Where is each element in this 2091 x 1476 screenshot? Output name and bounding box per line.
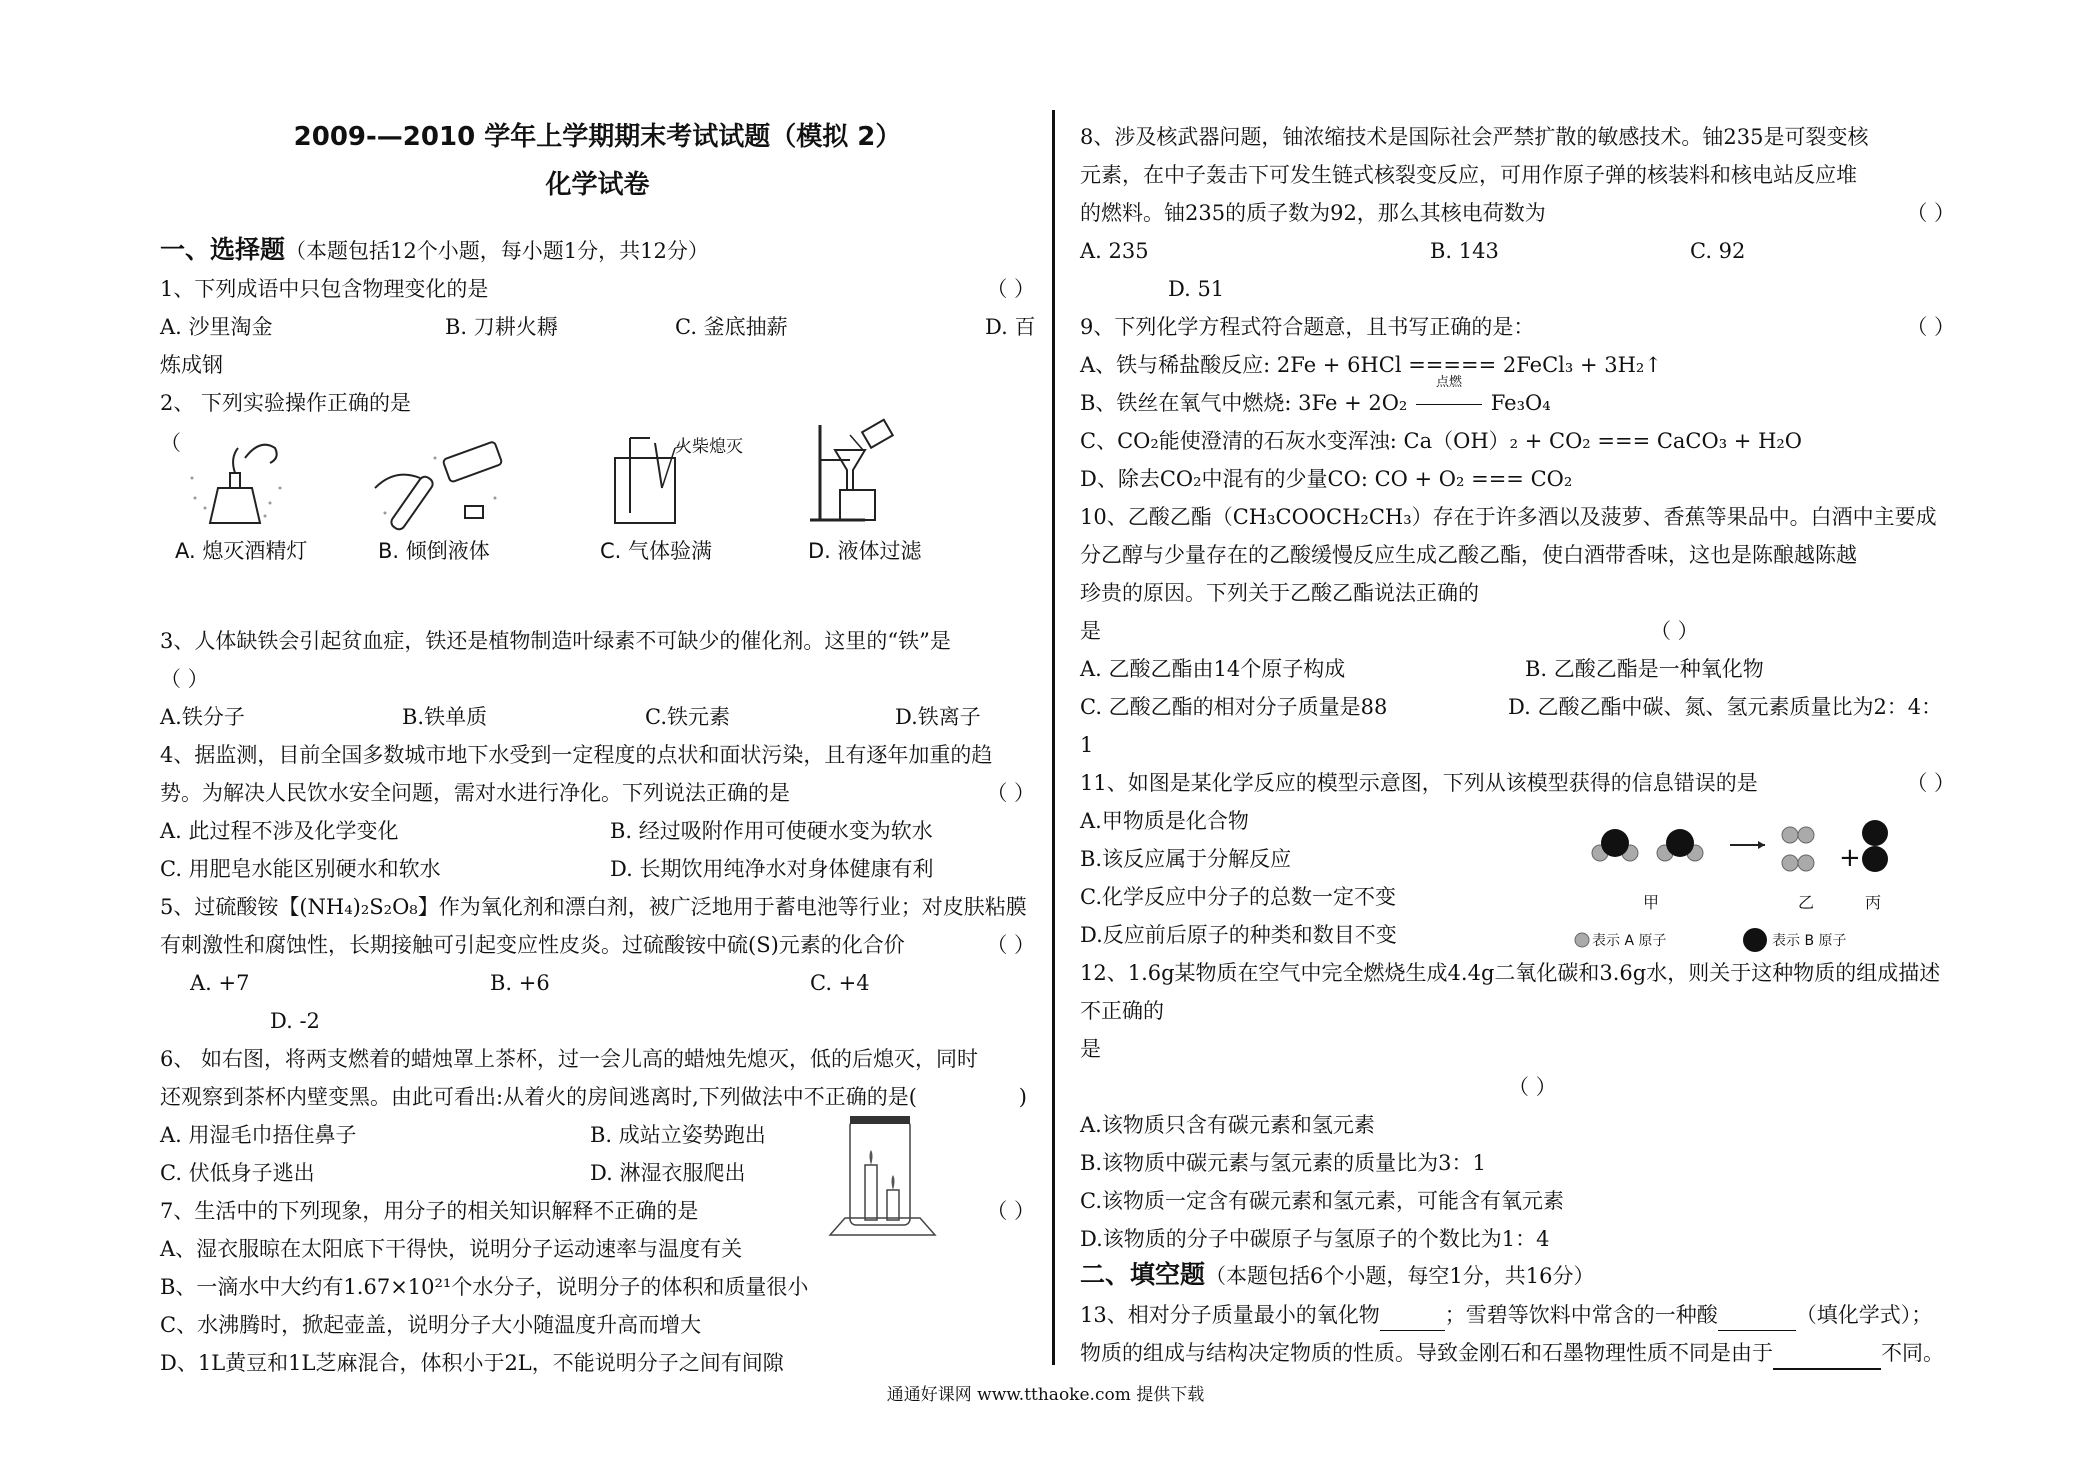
q10-line-1: 10、乙酸乙酯（CH₃COOCH₂CH₃）存在于许多酒以及菠萝、香蕉等果品中。白酒中主要成: [1080, 505, 1937, 529]
q2-option-b: B. 倾倒液体: [378, 539, 490, 563]
section-2-desc: （本题包括6个小题，每空1分，共16分）: [1205, 1264, 1595, 1288]
q13-blank-3[interactable]: [1773, 1338, 1881, 1370]
q13-line-2: 物质的组成与结构决定物质的性质。导致金刚石和石墨物理性质不同是由于 不同。: [1080, 1338, 1955, 1370]
q7-option-b: B、一滴水中大约有1.67×10²¹个水分子，说明分子的体积和质量很小: [160, 1275, 809, 1299]
q13-blank-1[interactable]: [1380, 1300, 1445, 1331]
q1-option-b: B. 刀耕火耨: [445, 315, 558, 339]
q12-option-c: C.该物质一定含有碳元素和氢元素，可能含有氧元素: [1080, 1189, 1564, 1213]
q3-stem: 3、人体缺铁会引起贫血症，铁还是植物制造叶绿素不可缺少的催化剂。这里的“铁”是: [160, 629, 951, 653]
q1-option-a: A. 沙里淘金: [160, 315, 273, 339]
q7-option-a: A、湿衣服晾在太阳底下干得快，说明分子运动速率与温度有关: [160, 1237, 743, 1261]
q6-option-a: A. 用湿毛巾捂住鼻子: [160, 1123, 357, 1147]
q8-option-a: A. 235: [1080, 239, 1149, 263]
q3-option-b: B.铁单质: [402, 705, 488, 729]
answer-paren: （ ）: [1906, 315, 1955, 339]
q5-option-b: B. +6: [490, 971, 550, 995]
alcohol-lamp-figure: [180, 428, 290, 528]
q6-line-2: 还观察到茶杯内壁变黑。由此可看出:从着火的房间逃离时,下列做法中不正确的是( ): [160, 1082, 1035, 1112]
section-1-name: 一、选择题: [160, 235, 286, 264]
q11-option-b: B.该反应属于分解反应: [1080, 847, 1292, 871]
q9-option-b: B、铁丝在氧气中燃烧: 3Fe + 2O₂ 点燃 Fe₃O₄: [1080, 388, 1955, 418]
atom-a-legend-icon: [1575, 933, 1589, 947]
q13-line-1: 13、相对分子质量最小的氧化物 ；雪碧等饮料中常含的一种酸 （填化学式）；: [1080, 1300, 1955, 1331]
q12-line-3: 是: [1080, 1037, 1101, 1061]
q7-option-c: C、水沸腾时，掀起壶盖，说明分子大小随温度升高而增大: [160, 1313, 702, 1337]
q10-line-3: 珍贵的原因。下列关于乙酸乙酯说法正确的: [1080, 581, 1479, 605]
section-1-heading: [160, 235, 1035, 266]
q3-option-c: C.铁元素: [645, 705, 730, 729]
q4-option-c: C. 用肥皂水能区别硬水和软水: [160, 857, 441, 881]
fig-label-jia: 甲: [1643, 893, 1660, 912]
section-2-name: 二、填空题: [1080, 1260, 1206, 1289]
column-divider: [1052, 110, 1055, 1365]
q12-paren: （ ）: [1508, 1075, 1557, 1099]
q9-reaction-arrow: [1414, 375, 1484, 418]
answer-paren: （ ）: [1906, 201, 1955, 225]
q13-blank-2[interactable]: [1718, 1300, 1796, 1331]
pouring-liquid-figure: [365, 428, 515, 528]
q1-option-c: C. 釜底抽薪: [675, 315, 788, 339]
q3-option-d: D.铁离子: [895, 705, 981, 729]
q12-line-1: 12、1.6g某物质在空气中完全燃烧生成4.4g二氧化碳和3.6g水，则关于这种物质的组成描述: [1080, 961, 1941, 985]
q4-option-b: B. 经过吸附作用可使硬水变为软水: [610, 819, 933, 843]
q12-option-a: A.该物质只含有碳元素和氢元素: [1080, 1113, 1375, 1137]
answer-paren: （ ）: [986, 277, 1035, 301]
q4-option-d: D. 长期饮用纯净水对身体健康有利: [610, 857, 934, 881]
q2-option-d: D. 液体过滤: [808, 539, 922, 563]
q9-stem: 9、下列化学方程式符合题意，且书写正确的是： （ ）: [1080, 312, 1955, 342]
q9-condition: 点燃: [1436, 375, 1463, 390]
q4-option-a: A. 此过程不涉及化学变化: [160, 819, 399, 843]
q10-option-d: D. 乙酸乙酯中碳、氮、氢元素质量比为2：4：: [1508, 695, 1943, 719]
filtration-figure: [805, 415, 905, 525]
q2-stem: 2、 下列实验操作正确的是: [160, 391, 412, 415]
q5-line-1: 5、过硫酸铵【(NH₄)₂S₂O₈】作为氧化剂和漂白剂，被广泛地用于蓄电池等行业；对皮肤粘膜: [160, 895, 1027, 919]
q6-option-c: C. 伏低身子逃出: [160, 1161, 315, 1185]
q6-option-d: D. 淋湿衣服爬出: [590, 1161, 746, 1185]
q8-line-2: 元素，在中子轰击下可发生链式核裂变反应，可用作原子弹的核装料和核电站反应堆: [1080, 163, 1857, 187]
page-subtitle: 化学试卷: [545, 170, 650, 200]
q10-option-c: C. 乙酸乙酯的相对分子质量是88: [1080, 695, 1388, 719]
q12-option-d: D.该物质的分子中碳原子与氢原子的个数比为1：4: [1080, 1227, 1550, 1251]
q1-option-d-cont: 炼成钢: [160, 353, 223, 377]
q5-option-c: C. +4: [810, 971, 870, 995]
q6-option-b: B. 成站立姿势跑出: [590, 1123, 766, 1147]
answer-paren: （ ）: [1906, 771, 1955, 795]
q9-option-c: C、CO₂能使澄清的石灰水变浑浊: Ca（OH）₂ + CO₂ === CaCO₃ + H₂O: [1080, 429, 1803, 453]
fig-label-bing: 丙: [1865, 893, 1882, 912]
q4-line-2: 势。为解决人民饮水安全问题，需对水进行净化。下列说法正确的是 （ ）: [160, 778, 1035, 808]
fig-plus: +: [1839, 843, 1861, 873]
atom-b-legend-icon: [1743, 928, 1767, 952]
q3-paren: （ ）: [160, 667, 209, 691]
q2-option-c: C. 气体验满: [600, 539, 713, 563]
q8-option-c: C. 92: [1690, 239, 1746, 263]
section-1-desc: （本题包括12个小题，每小题1分，共12分）: [285, 239, 709, 263]
fig-label-yi: 乙: [1798, 893, 1815, 912]
q4-line-1: 4、据监测，目前全国多数城市地下水受到一定程度的点状和面状污染，且有逐年加重的趋: [160, 743, 993, 767]
q10-paren: （ ）: [1650, 619, 1699, 643]
q1-stem: 1、下列成语中只包含物理变化的是 （ ）: [160, 274, 1035, 304]
q10-line-2: 分乙醇与少量存在的乙酸缓慢反应生成乙酸乙酯，使白酒带香味，这也是陈酿越陈越: [1080, 543, 1857, 567]
q8-line-1: 8、涉及核武器问题，铀浓缩技术是国际社会严禁扩散的敏感技术。铀235是可裂变核: [1080, 125, 1869, 149]
q12-line-2: 不正确的: [1080, 999, 1164, 1023]
q5-option-d: D. -2: [270, 1009, 320, 1033]
bing-molecule: [1862, 820, 1888, 872]
q2-paren-open: （: [160, 431, 181, 455]
q9-option-a: A、铁与稀盐酸反应: 2Fe + 6HCl ===== 2FeCl₃ + 3H₂↑: [1080, 353, 1662, 377]
q11-option-d: D.反应前后原子的种类和数目不变: [1080, 923, 1397, 947]
q1-option-d: D. 百: [985, 315, 1036, 339]
answer-paren: （ ）: [986, 933, 1035, 957]
q9-option-d: D、除去CO₂中混有的少量CO: CO + O₂ === CO₂: [1080, 467, 1573, 491]
answer-paren: （ ）: [986, 781, 1035, 805]
q8-line-3: 的燃料。铀235的质子数为92，那么其核电荷数为 （ ）: [1080, 198, 1955, 228]
legend-a: 表示 A 原子: [1592, 933, 1667, 949]
q12-option-b: B.该物质中碳元素与氢元素的质量比为3：1: [1080, 1151, 1486, 1175]
q7-option-d: D、1L黄豆和1L芝麻混合，体积小于2L，不能说明分子之间有间隙: [160, 1351, 784, 1375]
legend-b: 表示 B 原子: [1772, 933, 1847, 949]
section-2-heading: [1080, 1260, 1955, 1291]
q11-stem: 11、如图是某化学反应的模型示意图，下列从该模型获得的信息错误的是 （ ）: [1080, 768, 1955, 798]
q6-line-1: 6、 如右图，将两支燃着的蜡烛罩上茶杯，过一会儿高的蜡烛先熄灭，低的后熄灭，同时: [160, 1047, 979, 1071]
answer-paren: （ ）: [986, 1199, 1035, 1223]
q8-option-d: D. 51: [1168, 277, 1225, 301]
q10-option-a: A. 乙酸乙酯由14个原子构成: [1080, 657, 1346, 681]
gas-test-note: 火柴熄灭: [675, 437, 743, 457]
q11-option-c: C.化学反应中分子的总数一定不变: [1080, 885, 1396, 909]
yi-molecules: [1782, 827, 1814, 871]
q11-option-a: A.甲物质是化合物: [1080, 809, 1249, 833]
page-footer: 通通好课网 www.tthaoke.com 提供下载: [886, 1385, 1205, 1405]
q10-line-4: 是 （ ）: [1080, 616, 1955, 646]
q8-option-b: B. 143: [1430, 239, 1499, 263]
page-title: 2009-—2010 学年上学期期末考试试题（模拟 2）: [293, 122, 902, 152]
q5-option-a: A. +7: [190, 971, 250, 995]
jia-molecule-2: [1657, 829, 1703, 861]
q2-option-a: A. 熄灭酒精灯: [175, 539, 308, 563]
jia-molecule-1: [1592, 829, 1638, 861]
q5-line-2: 有刺激性和腐蚀性，长期接触可引起变应性皮炎。过硫酸铵中硫(S)元素的化合价 （ ）: [160, 930, 1035, 960]
q6-paren-close: ): [1018, 1085, 1027, 1109]
q10-option-d-cont: 1: [1080, 733, 1094, 757]
q7-stem: 7、生活中的下列现象，用分子的相关知识解释不正确的是 （ ）: [160, 1196, 1035, 1226]
q10-option-b: B. 乙酸乙酯是一种氧化物: [1525, 657, 1764, 681]
q3-option-a: A.铁分子: [160, 705, 245, 729]
